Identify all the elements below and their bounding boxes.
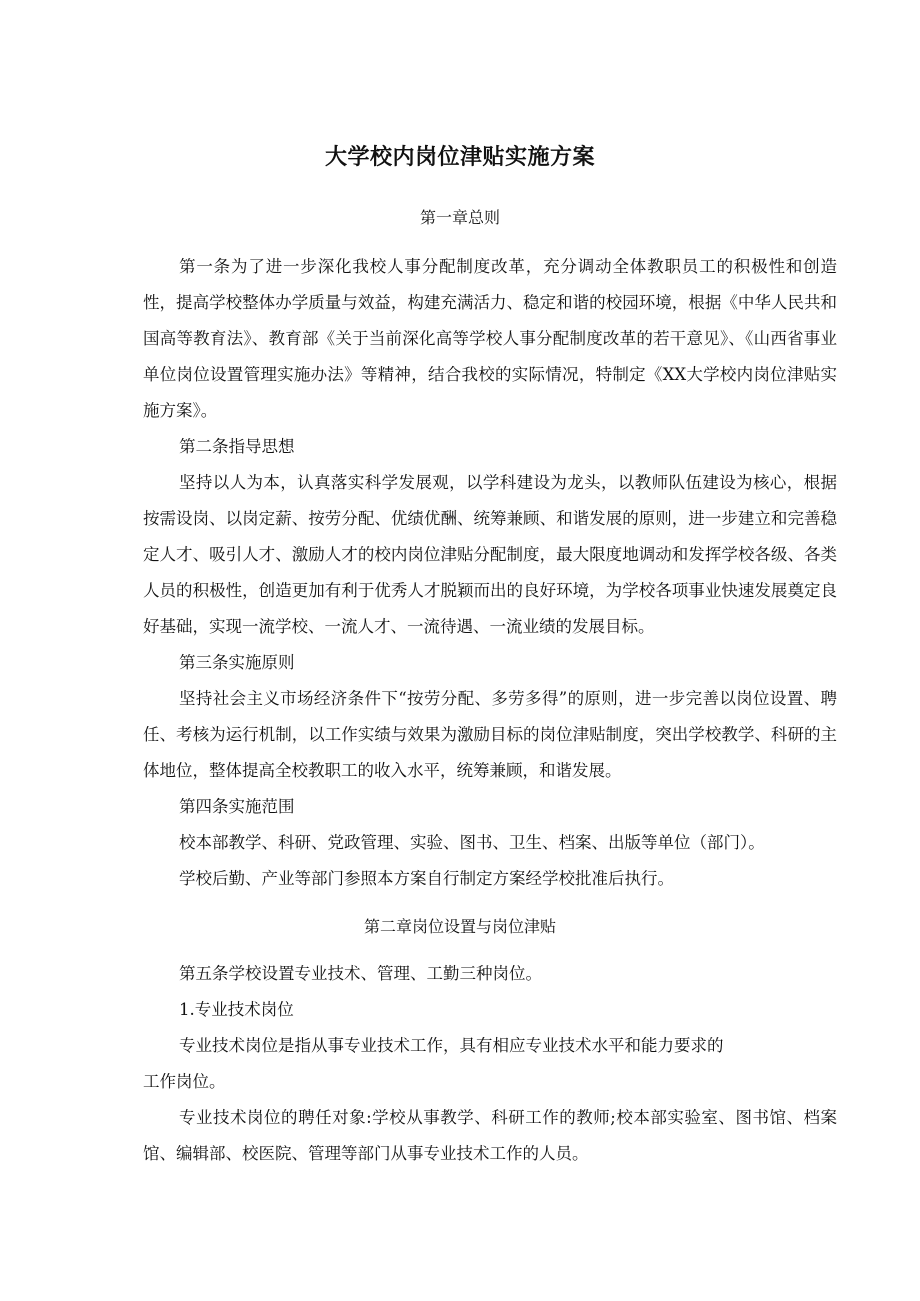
chapter-1-heading: 第一章总则 — [419, 208, 500, 227]
chapter-2-heading: 第二章岗位设置与岗位津贴 — [363, 917, 556, 936]
article-4-scope-line: 校本部教学、科研、党政管理、实验、图书、卫生、档案、出版等单位（部门）。 — [179, 833, 765, 852]
item-1-scope-paragraph: 专业技术岗位的聘任对象:学校从事教学、科研工作的教师;校本部实验室、图书馆、档案馆、编辑部、校医院、管理等部门从事专业技术工作的人员。 — [143, 1108, 837, 1163]
item-1-definition-continued: 工作岗位。 — [143, 1072, 226, 1091]
article-2-heading: 第二条指导思想 — [179, 437, 295, 456]
item-1-definition: 专业技术岗位是指从事专业技术工作，具有相应专业技术水平和能力要求的 — [179, 1036, 724, 1055]
item-1-heading: 1.专业技术岗位 — [179, 1000, 294, 1019]
article-4-exception-line: 学校后勤、产业等部门参照本方案自行制定方案经学校批准后执行。 — [179, 869, 674, 888]
document-title: 大学校内岗位津贴实施方案 — [324, 145, 595, 170]
article-2-paragraph: 坚持以人为本，认真落实科学发展观，以学科建设为龙头，以教师队伍建设为核心，根据按需设岗、以岗定薪、按劳分配、优绩优酬、统筹兼顾、和谐发展的原则，进一步建立和完善稳定人才、吸引人才、激励人才的校内岗位津贴分配制度，最大限度地调动和发挥学校各级、各类人员的积极性，创造更加有利于优秀人才脱颖而出的良好环境，为学校各项事业快速发展奠定良好基础，实现一流学校、一流人才、一流待遇、一流业绩的发展目标。 — [143, 473, 837, 636]
article-3-paragraph: 坚持社会主义市场经济条件下“按劳分配、多劳多得”的原则，进一步完善以岗位设置、聘任、考核为运行机制，以工作实绩与效果为激励目标的岗位津贴制度，突出学校教学、科研的主体地位，整体提高全校教职工的收入水平，统筹兼顾，和谐发展。 — [143, 689, 837, 780]
article-5-paragraph: 第五条学校设置专业技术、管理、工勤三种岗位。 — [179, 964, 542, 983]
article-1-paragraph: 第一条为了进一步深化我校人事分配制度改革，充分调动全体教职员工的积极性和创造性，提高学校整体办学质量与效益，构建充满活力、稳定和谐的校园环境，根据《中华人民共和国高等教育法》、教育部《关于当前深化高等学校人事分配制度改革的若干意见》、《山西省事业单位岗位设置管理实施办法》等精神，结合我校的实际情况，特制定《XX大学校内岗位津贴实施方案》。 — [143, 257, 837, 420]
article-3-heading: 第三条实施原则 — [179, 653, 295, 672]
article-4-heading: 第四条实施范围 — [179, 797, 295, 816]
